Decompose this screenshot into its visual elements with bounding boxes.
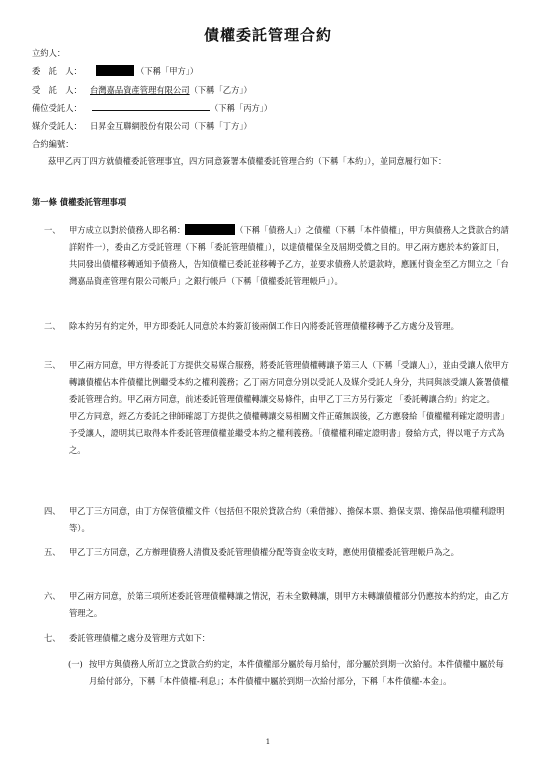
principal-name-redaction — [96, 65, 134, 76]
clause-item — [44, 503, 509, 537]
trustee-row — [32, 81, 272, 99]
clause-item — [44, 630, 509, 647]
clause-text: 委託管理債權之處分及管理方式如下： — [69, 633, 211, 643]
platform-label: 媒介受託人： — [32, 121, 82, 132]
reserve-trustee-label: 備位受託人： — [32, 102, 82, 113]
clause-item — [44, 544, 509, 561]
clause-number: 五、 — [44, 547, 61, 557]
reserve-trustee-row — [32, 99, 272, 117]
clause-text-continued: 甲乙方同意，經乙方委託之律師確認丁方提供之債權轉讓交易相關文件正確無誤後，乙方應發給「債權權利確定證明書」予受讓人，證明其已取得本件委託管理債權並繼受本約之權利義務。「債權權利確定證明書」發給方式，得以電子方式為之。 — [69, 411, 509, 455]
clause-number: 六、 — [44, 591, 61, 601]
reserve-trustee-blank — [92, 101, 210, 111]
clause-text-pre: 甲方成立以對於債務人即名稱： — [69, 225, 186, 235]
clause-text-post: （下稱「債務人」）之債權（下稱「本件債權」，甲方與債務人之貸款合約請詳附件一），委由乙方受託管理（下稱「委託管理債權」），以達債權保全及屆期受償之目的。甲乙兩方應於本約簽訂日，共同發出債權移轉通知予債務人，告知債權已委託並移轉予乙方，並要求債務人於還款時，應匯付資金至乙方開立之「台灣嘉品資產管理有限公司帳戶」之銀行帳戶（下稱「債權委託管理帳戶」）。 — [69, 225, 509, 286]
principal-row — [32, 62, 272, 80]
parties-header: 立約人： — [32, 48, 66, 58]
clause-number: 二、 — [44, 321, 61, 331]
clause-text: 甲乙兩方同意，甲方得委託丁方提供交易媒合服務，將委託管理債權轉讓予第三人（下稱「受讓人」），並由受讓人依甲方轉讓債權佔本件債權比例繼受本約之權利義務；乙丁兩方同意分別以受託人及媒介受託人身分，共同與該受讓人簽署債權委託管理合約。甲乙兩方同意，前述委託管理債權轉讓交易條件，由甲乙丁三方另行簽定 「委託轉讓合約」約定之。 — [69, 360, 509, 404]
clause-text: 甲乙兩方同意，於第三項所述委託管理債權轉讓之情況，若未全數轉讓，則甲方未轉讓債權部分仍應按本約約定，由乙方管理之。 — [69, 591, 509, 618]
page-number: 1 — [265, 738, 271, 746]
sub-clause-text: 按甲方與債務人所訂立之貸款合約約定，本件債權部分屬於每月給付，部分屬於到期一次給付。本件債權中屬於每月給付部分，下稱「本件債權-利息」；本件債權中屬於到期一次給付部分，下稱「本件債權-本金」。 — [89, 659, 504, 686]
parties-block — [32, 44, 272, 154]
clause-number: 一、 — [44, 225, 61, 235]
clause-number: 七、 — [44, 633, 61, 643]
trustee-suffix: （下稱「乙方」） — [189, 84, 252, 95]
clause-item — [44, 318, 509, 335]
intro-paragraph: 茲甲乙丙丁四方就債權委託管理事宜，四方同意簽署本債權委託管理合約（下稱「本約」），並同意履行如下： — [48, 156, 447, 166]
clause-item — [44, 588, 509, 622]
sub-clause — [68, 656, 509, 690]
principal-label: 委 託 人： — [32, 66, 82, 77]
clause-text: 甲乙丁三方同意，由丁方保管債權文件（包括但不限於貸款合約（乘借據）、擔保本票、擔保支票、擔保品他項權利證明等）。 — [69, 506, 505, 533]
principal-suffix: （下稱「甲方」） — [136, 66, 199, 77]
clause-number: 四、 — [44, 506, 61, 516]
clause-text: 除本約另有約定外，甲方即委託人同意於本約簽訂後兩個工作日內將委託管理債權移轉予乙方處分及管理。 — [69, 321, 459, 331]
trustee-name: 台灣嘉品資產管理有限公司 — [90, 84, 190, 95]
platform-row — [32, 117, 272, 135]
document-title: 債權委託管理合約 — [203, 26, 332, 44]
debtor-name-redaction — [185, 224, 235, 235]
section-heading: 第一條 債權委託管理事項 — [32, 197, 127, 207]
clause-text: 甲乙丁三方同意，乙方辦理債務人清償及委託管理債權分配等資金收支時，應使用債權委託管理帳戶為之。 — [69, 547, 459, 557]
contract-number: 合約編號： — [32, 139, 74, 150]
trustee-label: 受 託 人： — [32, 84, 82, 95]
sub-clause-number: (一) — [68, 659, 83, 669]
clause-item — [44, 222, 509, 290]
clause-number: 三、 — [44, 360, 61, 370]
platform-value: 日昇金互聯網股份有限公司（下稱「丁方」） — [90, 121, 252, 132]
clause-item — [44, 357, 509, 459]
reserve-trustee-suffix: （下稱「丙方」） — [210, 102, 273, 113]
